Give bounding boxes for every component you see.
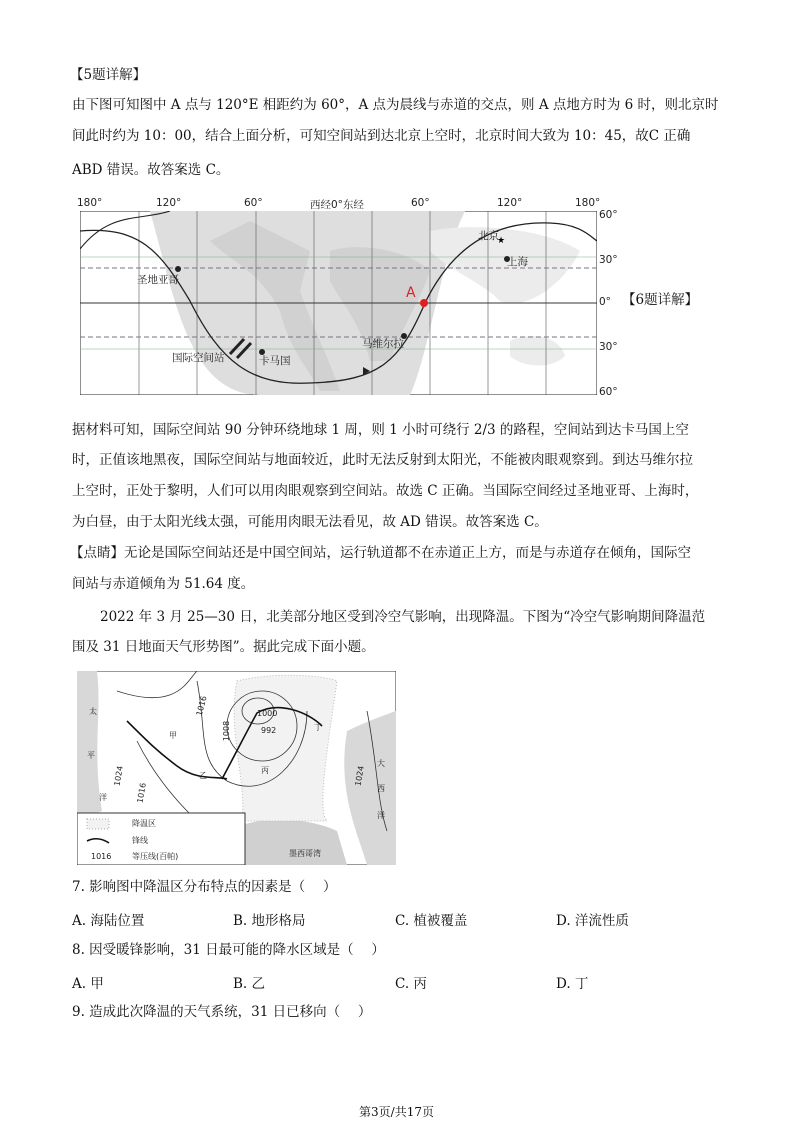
weather-map-figure <box>77 671 396 865</box>
intro-line: 2022 年 3 月 25—30 日，北美部分地区受到冷空气影响，出现降温。下图为“冷空气影响期间降温范 <box>100 609 706 625</box>
label-madagascar: 马维尔拉 <box>362 338 404 350</box>
atlantic-label: 洋 <box>377 811 385 820</box>
option: B. 乙 <box>233 976 266 992</box>
atlantic-label: 西 <box>377 784 385 793</box>
option: D. 丁 <box>556 976 589 992</box>
question-7: 7. 影响图中降温区分布特点的因素是（ ） <box>72 879 337 895</box>
atlantic-label: 大 <box>377 759 385 768</box>
option: C. 丙 <box>395 976 427 992</box>
q5-line: 间此时约为 10：00，结合上面分析，可知空间站到达北京上空时，北京时间大致为 10：45，故C 正确 <box>72 128 691 144</box>
q5-line: 由下图可知图中 A 点与 120°E 相距约为 60°，A 点为晨线与赤道的交点，则 A 点地方时为 6 时，则北京时 <box>72 97 719 113</box>
option: A. 海陆位置 <box>72 913 145 929</box>
region-ding: 丁 <box>314 723 322 732</box>
label-san-diego: 圣地亚哥 <box>137 274 179 286</box>
label-camaguey: 卡马国 <box>259 355 291 367</box>
legend-isobar-sample: 1016 <box>91 852 112 861</box>
question-8: 8. 因受暖锋影响，31 日最可能的降水区域是（ ） <box>72 942 385 958</box>
isobar-label: 1024 <box>353 765 366 787</box>
lat-label: 30° <box>599 254 618 266</box>
region-yi: 乙 <box>199 771 207 780</box>
tick-label: 60° <box>411 197 430 209</box>
tick-label: 60° <box>244 197 263 209</box>
tick-label: 180° <box>575 197 601 209</box>
tick-label: 120° <box>497 197 523 209</box>
intro-line: 围及 31 日地面天气形势图”。据此完成下面小题。 <box>72 639 375 655</box>
region-jia: 甲 <box>169 731 177 740</box>
isobar-label: 1008 <box>222 720 232 742</box>
point-a <box>420 299 428 307</box>
lat-label: 60° <box>599 209 618 221</box>
tick-label: 120° <box>156 197 182 209</box>
region-bing: 丙 <box>261 766 269 775</box>
legend-front: 锋线 <box>132 836 148 845</box>
legend-isobar: 等压线(百帕) <box>132 852 179 861</box>
isobar-label: 1000 <box>257 709 278 718</box>
isobar-label: 1024 <box>112 765 125 787</box>
tick-label: 西经0°东经 <box>310 199 364 211</box>
tip-line: 【点睛】无论是国际空间站还是中国空间站，运行轨道都不在赤道正上方，而是与赤道存在倾角，国际空 <box>70 545 691 561</box>
label-shanghai: 上海 <box>507 256 528 268</box>
q6-line: 上空时，正处于黎明，人们可以用肉眼观察到空间站。故选 C 正确。当国际空间经过圣地亚哥、上海时， <box>72 483 699 499</box>
lat-label: 60° <box>599 386 618 398</box>
gulf-label: 墨西哥湾 <box>289 849 321 858</box>
isobar-label: 1016 <box>135 782 148 804</box>
label-iss: 国际空间站 <box>172 352 225 364</box>
label-point-a: A <box>406 285 416 301</box>
lat-label: 30° <box>599 341 618 353</box>
q5-heading: 【5题详解】 <box>70 67 147 83</box>
lat-label: 0° <box>599 296 611 308</box>
cooling-zone <box>234 675 337 821</box>
q5-line: ABD 错误。故答案选 C。 <box>72 162 230 178</box>
q6-line: 时，正值该地黑夜，国际空间站与地面较近，此时无法反射到太阳光，不能被肉眼观察到。到达马维尔拉 <box>72 452 693 468</box>
q6-heading: 【6题详解】 <box>622 292 699 308</box>
legend-cooling: 降温区 <box>132 819 156 828</box>
world-map <box>80 211 597 395</box>
isobar-label: 992 <box>261 726 277 735</box>
isobar-label: 1016 <box>194 694 209 717</box>
star-icon: ★ <box>497 236 506 246</box>
question-9: 9. 造成此次降温的天气系统，31 日已移向（ ） <box>72 1004 372 1020</box>
tick-label: 180° <box>77 197 103 209</box>
page-footer: 第3页/共17页 <box>359 1105 434 1119</box>
tip-line: 间站与赤道倾角为 51.64 度。 <box>72 576 255 592</box>
label-beijing: 北京 <box>478 230 499 242</box>
pacific-label: 平 <box>87 751 95 760</box>
option: A. 甲 <box>72 976 104 992</box>
q6-line: 为白昼，由于太阳光线太强，可能用肉眼无法看见，故 AD 错误。故答案选 C。 <box>72 514 548 530</box>
pacific-label: 洋 <box>99 793 107 802</box>
pacific-label: 太 <box>89 707 97 716</box>
option: C. 植被覆盖 <box>395 913 468 929</box>
option: D. 洋流性质 <box>556 913 629 929</box>
option: B. 地形格局 <box>233 913 306 929</box>
q6-line: 据材料可知，国际空间站 90 分钟环绕地球 1 周，则 1 小时可绕行 2/3 的路程，空间站到达卡马国上空 <box>72 422 689 438</box>
